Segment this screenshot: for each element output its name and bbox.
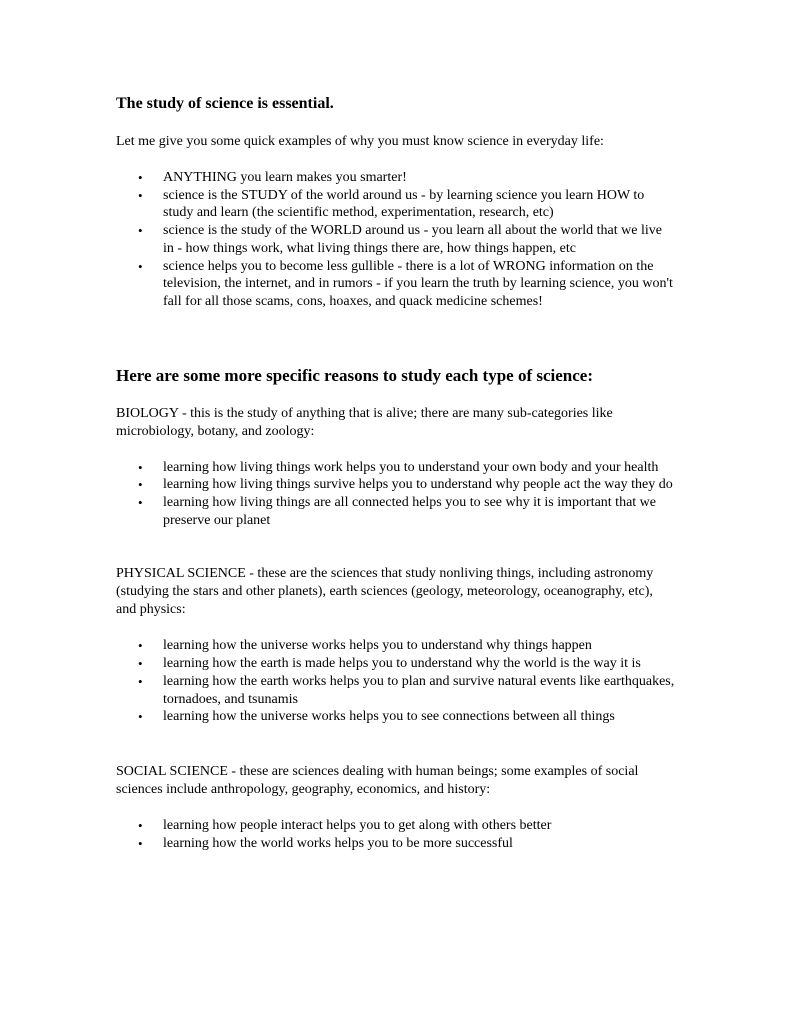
biology-paragraph: BIOLOGY - this is the study of anything that is alive; there are many sub-categories like microbiology, botany, and zoology: bbox=[116, 405, 613, 439]
intro-list bbox=[116, 169, 676, 311]
section-heading: Here are some more specific reasons to study each type of science: bbox=[116, 365, 593, 385]
list-item: • learning how the world works helps you to be more successful bbox=[116, 835, 676, 853]
list-item: • science is the STUDY of the world around us - by learning science you learn HOW to study and learn (the scientific method, experimentation, research, etc) bbox=[116, 187, 676, 222]
spacer bbox=[116, 311, 676, 366]
list-item: • learning how living things are all connected helps you to see why it is important that we preserve our planet bbox=[116, 494, 676, 529]
spacer bbox=[116, 799, 676, 817]
list-item: • science helps you to become less gullible - there is a lot of WRONG information on the television, the internet, and in rumors - if you learn the truth by learning science, you won't fall for all those scams, cons, hoaxes, and quack medicine schemes! bbox=[116, 258, 676, 311]
list-item: • learning how the universe works helps you to see connections between all things bbox=[116, 708, 676, 726]
spacer bbox=[116, 726, 676, 763]
social-science-paragraph: SOCIAL SCIENCE - these are sciences dealing with human beings; some examples of social sciences include anthropology, geography, economics, and history: bbox=[116, 763, 639, 797]
document-page bbox=[116, 94, 676, 852]
list-item: • learning how the earth is made helps you to understand why the world is the way it is bbox=[116, 655, 676, 673]
spacer bbox=[116, 441, 676, 459]
list-item: • learning how the universe works helps you to understand why things happen bbox=[116, 637, 676, 655]
list-item: • learning how living things work helps you to understand your own body and your health bbox=[116, 459, 676, 477]
spacer bbox=[116, 529, 676, 565]
spacer bbox=[116, 386, 676, 405]
page-title: The study of science is essential. bbox=[116, 95, 334, 112]
list-item: • ANYTHING you learn makes you smarter! bbox=[116, 169, 676, 187]
list-item: • learning how the earth works helps you to plan and survive natural events like earthquakes, tornadoes, and tsunamis bbox=[116, 673, 676, 708]
spacer bbox=[116, 619, 676, 637]
list-item: • science is the study of the WORLD around us - you learn all about the world that we live in - how things work, what living things there are, how things happen, etc bbox=[116, 222, 676, 257]
social-science-list bbox=[116, 817, 676, 852]
physical-science-list bbox=[116, 637, 676, 726]
biology-list bbox=[116, 459, 676, 530]
intro-paragraph: Let me give you some quick examples of why you must know science in everyday life: bbox=[116, 134, 604, 149]
spacer bbox=[116, 114, 676, 133]
list-item: • learning how people interact helps you to get along with others better bbox=[116, 817, 676, 835]
list-item: • learning how living things survive helps you to understand why people act the way they do bbox=[116, 476, 676, 494]
physical-science-paragraph: PHYSICAL SCIENCE - these are the sciences that study nonliving things, including astronomy (studying the stars and other planets), earth sciences (geology, meteorology, oceanography, etc), and physics: bbox=[116, 566, 654, 618]
spacer bbox=[116, 151, 676, 169]
